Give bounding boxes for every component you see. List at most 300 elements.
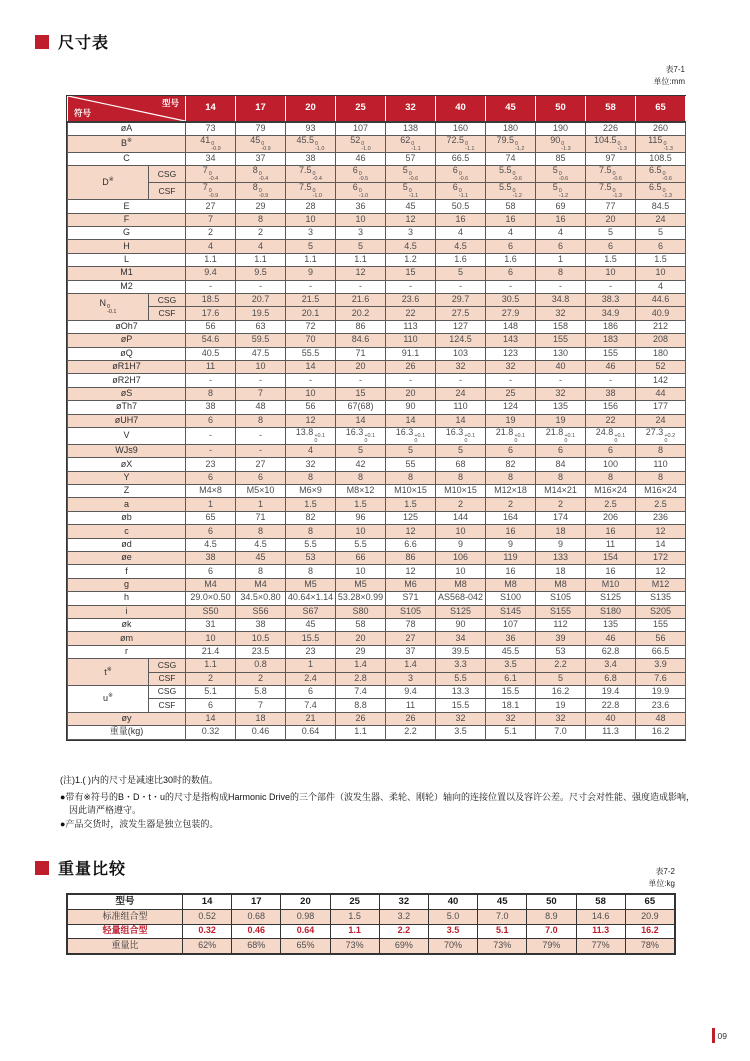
dim-cell: 50.5 [436, 200, 486, 213]
row-label: C [68, 152, 186, 165]
dim-cell: S155 [536, 605, 586, 618]
dim-cell: 124.5 [436, 334, 486, 347]
dim-cell: 1.1 [236, 253, 286, 266]
dim-cell: 14 [286, 360, 336, 373]
weight-cell: 69% [379, 939, 428, 954]
dim-cell: 15.5 [486, 685, 536, 698]
dim-cell: 21.4 [186, 645, 236, 658]
dim-cell: 206 [586, 511, 636, 524]
dim-cell: 78 [386, 619, 436, 632]
dim-cell: 27.9 [486, 307, 536, 320]
section-title-weight-comparison [35, 856, 126, 879]
dim-cell: 19 [536, 414, 586, 427]
dim-cell: 73 [186, 122, 236, 135]
dim-cell: 112 [536, 619, 586, 632]
dim-cell: 17.6 [186, 307, 236, 320]
dim-cell: 1.1 [186, 253, 236, 266]
table-row [68, 427, 686, 444]
dim-cell: 27 [386, 632, 436, 645]
row-sublabel: CSF [149, 307, 186, 320]
dim-cell: 56 [186, 320, 236, 333]
dim-cell: 2 [186, 672, 236, 685]
note-line: ●带有※符号的B・D・t・u的尺寸是指构成Harmonic Drive的三个部件（波发生器、柔轮、刚轮）轴向的连接位置以及容许公差。尺寸会对性能、强度造成影响，因此请严格遵守。 [60, 792, 696, 816]
table-row [68, 200, 686, 213]
dim-cell: 12 [636, 525, 686, 538]
row-label: øe [68, 552, 186, 565]
dim-cell: 13.8 +0.1 0 [286, 427, 336, 444]
dim-cell: - [236, 444, 286, 457]
dim-cell: 9 [436, 538, 486, 551]
tolerance: +0.1 0 [414, 432, 426, 444]
dim-cell: 32 [486, 360, 536, 373]
weight-col-header: 14 [183, 895, 232, 910]
dim-cell: 7.5 0 -0.6 [586, 166, 636, 183]
dim-cell: 100 [586, 458, 636, 471]
dim-cell: 143 [486, 334, 536, 347]
row-label: H [68, 240, 186, 253]
dim-cell: 53.28×0.99 [336, 592, 386, 605]
dim-cell: 72 [286, 320, 336, 333]
dim-cell: 6 [186, 414, 236, 427]
dim-cell: 5 [436, 267, 486, 280]
dim-cell: 1 [536, 253, 586, 266]
dim-cell: 20 [586, 213, 636, 226]
row-sublabel: CSF [149, 183, 186, 200]
dim-cell: 1.5 [586, 253, 636, 266]
table-row [68, 152, 686, 165]
row-label: øm [68, 632, 186, 645]
dim-cell: 16 [486, 525, 536, 538]
dim-cell: 6 [536, 444, 586, 457]
dim-cell: 5.5 0 -1.2 [486, 183, 536, 200]
dim-cell: 8 0 -0.9 [236, 183, 286, 200]
dim-cell: 93 [286, 122, 336, 135]
dim-cell: 8 [336, 471, 386, 484]
dim-cell: 7.5 0 -1.3 [586, 183, 636, 200]
model-col-header: 65 [636, 96, 686, 122]
dim-cell: 45.5 0 -1.0 [286, 135, 336, 152]
dim-cell: 7.5 0 -0.4 [286, 166, 336, 183]
dim-cell: 21.8 +0.1 0 [486, 427, 536, 444]
dim-cell: 4 [536, 227, 586, 240]
dim-cell: 9 [486, 538, 536, 551]
dim-cell: 5 0 -0.6 [536, 166, 586, 183]
dim-cell: 110 [386, 334, 436, 347]
dim-cell: 6 0 -0.5 [336, 166, 386, 183]
row-sublabel: CSF [149, 699, 186, 712]
tolerance: 0 -0.5 [358, 171, 369, 183]
row-label: V [68, 427, 186, 444]
row-label: øX [68, 458, 186, 471]
dim-cell: 5 0 -1.2 [536, 183, 586, 200]
dim-cell: 82 [286, 511, 336, 524]
dim-cell: 16.3 +0.1 0 [386, 427, 436, 444]
dim-cell: 48 [236, 401, 286, 414]
table-row [68, 183, 686, 200]
dim-cell: 45 [386, 200, 436, 213]
dim-cell: 2 [236, 672, 286, 685]
dim-cell: 130 [536, 347, 586, 360]
dim-cell: 6 [586, 240, 636, 253]
dim-cell: 22 [386, 307, 436, 320]
table1-meta [653, 64, 685, 87]
dim-cell: - [486, 280, 536, 293]
table-row [68, 910, 675, 925]
dim-cell: M10×15 [436, 485, 486, 498]
weight-cell: 77% [576, 939, 625, 954]
dim-cell: 16 [586, 525, 636, 538]
dim-cell: 21.5 [286, 294, 336, 307]
dim-cell: 29 [336, 645, 386, 658]
dim-cell: 8 [436, 471, 486, 484]
dim-cell: 34.5×0.80 [236, 592, 286, 605]
dim-cell: 38 [586, 387, 636, 400]
dim-cell: 4 [436, 227, 486, 240]
dim-cell: 55 [386, 458, 436, 471]
weight-col-header: 50 [527, 895, 576, 910]
weight-col-header: 17 [232, 895, 281, 910]
dim-cell: 4 [186, 240, 236, 253]
dim-cell: 16.3 +0.1 0 [336, 427, 386, 444]
dim-cell: 20 [336, 360, 386, 373]
dim-cell: 156 [586, 401, 636, 414]
row-label: f [68, 565, 186, 578]
row-label: N 0 -0.1 [68, 294, 149, 321]
dim-cell: 5.5 [286, 538, 336, 551]
footer-red-bar [712, 1028, 715, 1043]
table-row [68, 525, 686, 538]
dim-cell: 8 [586, 471, 636, 484]
dim-cell: 0.32 [186, 726, 236, 739]
model-col-header: 50 [536, 96, 586, 122]
table-row [68, 122, 686, 135]
dim-cell: 32 [436, 360, 486, 373]
dim-cell: 20.7 [236, 294, 286, 307]
dim-cell: 74 [486, 152, 536, 165]
row-label: ød [68, 538, 186, 551]
dim-cell: 5.8 [236, 685, 286, 698]
dim-cell: 7.0 [536, 726, 586, 739]
dim-cell: 2.5 [636, 498, 686, 511]
dim-cell: - [336, 374, 386, 387]
dim-cell: 79.5 0 -1.2 [486, 135, 536, 152]
row-label: Y [68, 471, 186, 484]
model-col-header: 20 [286, 96, 336, 122]
row-label: øOh7 [68, 320, 186, 333]
model-col-header: 32 [386, 96, 436, 122]
dim-cell: 38 [186, 552, 236, 565]
dim-cell: 10 [236, 360, 286, 373]
table-row [68, 605, 686, 618]
weight-col-header: 型号 [68, 895, 183, 910]
dim-cell: 86 [386, 552, 436, 565]
dim-cell: 190 [536, 122, 586, 135]
weight-cell: 1.1 [330, 924, 379, 939]
dim-cell: 6.1 [486, 672, 536, 685]
dim-cell: M12×18 [486, 485, 536, 498]
dim-cell: 3.4 [586, 659, 636, 672]
notes-block [60, 774, 695, 832]
dim-cell: 3 [336, 227, 386, 240]
dim-cell: - [186, 374, 236, 387]
dim-cell: 2 [186, 227, 236, 240]
dim-cell: 16.2 [536, 685, 586, 698]
dim-cell: 9 [536, 538, 586, 551]
tolerance: +0.2 0 [664, 432, 676, 444]
row-label: 轻量组合型 [68, 924, 183, 939]
tolerance: 0 -1.3 [617, 140, 627, 152]
dim-cell: 6 [536, 240, 586, 253]
dim-cell: M14×21 [536, 485, 586, 498]
dim-cell: 8 [636, 471, 686, 484]
dim-cell: 82 [486, 458, 536, 471]
dim-cell: 236 [636, 511, 686, 524]
dim-cell: 8 [536, 267, 586, 280]
weight-cell: 3.5 [428, 924, 477, 939]
dim-cell: 14 [636, 538, 686, 551]
dim-cell: 1.5 [636, 253, 686, 266]
dim-cell: 23.5 [236, 645, 286, 658]
dim-cell: 8 [186, 387, 236, 400]
weight-cell: 73% [478, 939, 527, 954]
tolerance: 0 -0.6 [458, 171, 469, 183]
row-label: u※ [68, 685, 149, 712]
row-label: t※ [68, 659, 149, 686]
dim-cell: S105 [536, 592, 586, 605]
dim-cell: 0.46 [236, 726, 286, 739]
dim-cell: - [586, 374, 636, 387]
dim-cell: 67(68) [336, 401, 386, 414]
dim-cell: 7.6 [636, 672, 686, 685]
dim-cell: 47.5 [236, 347, 286, 360]
row-label: 标准组合型 [68, 910, 183, 925]
dim-cell: 135 [536, 401, 586, 414]
dim-cell: 29.0×0.50 [186, 592, 236, 605]
section-title-dimensions [35, 30, 109, 53]
weight-cell: 16.2 [625, 924, 674, 939]
dim-cell: 9.4 [386, 685, 436, 698]
dim-cell: 19 [536, 699, 586, 712]
dim-cell: 6.6 [386, 538, 436, 551]
dim-cell: 164 [486, 511, 536, 524]
tolerance: 0 -1.0 [315, 140, 325, 152]
dim-cell: 40.9 [636, 307, 686, 320]
row-label: M2 [68, 280, 186, 293]
table-row [68, 645, 686, 658]
tolerance: 0 -0.6 [558, 171, 569, 183]
dim-cell: M10 [586, 578, 636, 591]
table-row [68, 511, 686, 524]
table-row [68, 578, 686, 591]
row-label: øA [68, 122, 186, 135]
row-label: øUH7 [68, 414, 186, 427]
dim-cell: 18.5 [186, 294, 236, 307]
tolerance: 0 -1.1 [411, 140, 421, 152]
dim-cell: 10 [636, 267, 686, 280]
table-row [68, 240, 686, 253]
row-label: øP [68, 334, 186, 347]
dim-cell: - [236, 280, 286, 293]
weight-cell: 0.98 [281, 910, 330, 925]
dim-cell: 14 [336, 414, 386, 427]
dim-cell: - [236, 374, 286, 387]
weight-cell: 65% [281, 939, 330, 954]
dim-cell: 3.3 [436, 659, 486, 672]
tolerance: 0 -1.0 [361, 140, 371, 152]
tolerance: 0 -1.2 [515, 140, 525, 152]
dim-cell: 6 [186, 525, 236, 538]
dim-cell: M6×9 [286, 485, 336, 498]
dim-cell: - [186, 444, 236, 457]
dim-cell: 133 [536, 552, 586, 565]
dim-cell: 155 [636, 619, 686, 632]
dim-cell: 1.5 [336, 498, 386, 511]
dim-cell: 29.7 [436, 294, 486, 307]
table-row [68, 294, 686, 307]
dim-cell: 24 [436, 387, 486, 400]
dim-cell: 24.8 +0.1 0 [586, 427, 636, 444]
table-row [68, 320, 686, 333]
dim-cell: 5 [286, 240, 336, 253]
table-row [68, 347, 686, 360]
tolerance: 0 -0.4 [208, 171, 219, 183]
dim-cell: 119 [486, 552, 536, 565]
model-col-header: 14 [186, 96, 236, 122]
dim-cell: 20 [336, 632, 386, 645]
dim-cell: 70 [286, 334, 336, 347]
section-title-text: 尺寸表 [58, 35, 110, 52]
dim-cell: 7 0 -0.9 [186, 183, 236, 200]
weight-cell: 5.1 [478, 924, 527, 939]
dim-cell: M16×24 [586, 485, 636, 498]
dim-cell: 66 [336, 552, 386, 565]
dim-cell: 8 [286, 565, 336, 578]
dim-cell: 212 [636, 320, 686, 333]
dim-cell: 4 [236, 240, 286, 253]
tolerance: +0.1 0 [614, 432, 626, 444]
dim-cell: 45 [286, 619, 336, 632]
dim-cell: S100 [486, 592, 536, 605]
dim-cell: 142 [636, 374, 686, 387]
dim-cell: 62.8 [586, 645, 636, 658]
dim-cell: 2 [436, 498, 486, 511]
weight-col-header: 32 [379, 895, 428, 910]
dim-cell: 103 [436, 347, 486, 360]
dim-cell: M5 [286, 578, 336, 591]
dim-cell: 36 [336, 200, 386, 213]
weight-cell: 11.3 [576, 924, 625, 939]
table-row [68, 685, 686, 698]
table-row [68, 374, 686, 387]
dim-cell: 6 [286, 685, 336, 698]
row-label: i [68, 605, 186, 618]
dim-cell: 5.5 0 -0.6 [486, 166, 536, 183]
tolerance: 0 -1.2 [558, 188, 569, 200]
dim-cell: 7 [236, 699, 286, 712]
dim-cell: 8 [636, 444, 686, 457]
red-square-icon [35, 861, 49, 875]
dim-cell: 3 [386, 672, 436, 685]
dim-cell: 11 [186, 360, 236, 373]
row-label: øk [68, 619, 186, 632]
dim-cell: 2.2 [386, 726, 436, 739]
row-label: F [68, 213, 186, 226]
dim-cell: 20.2 [336, 307, 386, 320]
dim-cell: S135 [636, 592, 686, 605]
tolerance: 0 -0.4 [258, 171, 269, 183]
row-label: M1 [68, 267, 186, 280]
dim-cell: 1.6 [436, 253, 486, 266]
dim-cell: - [436, 280, 486, 293]
dim-cell: 90 [386, 401, 436, 414]
dim-cell: 2.5 [586, 498, 636, 511]
weight-cell: 0.52 [183, 910, 232, 925]
row-sublabel: CSG [149, 294, 186, 307]
dim-cell: M16×24 [636, 485, 686, 498]
dim-cell: 160 [436, 122, 486, 135]
dim-cell: S125 [586, 592, 636, 605]
dim-cell: 26 [336, 712, 386, 725]
table-row [68, 213, 686, 226]
dim-cell: 23.6 [386, 294, 436, 307]
weight-cell: 2.2 [379, 924, 428, 939]
note-line: ●产品交货时，波发生器是独立包装的。 [60, 819, 219, 830]
tolerance: 0 -0.9 [258, 188, 269, 200]
dim-cell: 5.5 [436, 672, 486, 685]
dim-cell: 16 [486, 213, 536, 226]
dim-cell: 7 [186, 213, 236, 226]
dim-cell: 5 [636, 227, 686, 240]
dim-cell: 69 [536, 200, 586, 213]
table-row [68, 498, 686, 511]
row-label: øQ [68, 347, 186, 360]
dimension-table-frame [66, 95, 686, 741]
weight-col-header: 20 [281, 895, 330, 910]
dim-cell: 174 [536, 511, 586, 524]
dim-cell: 1.5 [386, 498, 436, 511]
dim-cell: 10 [436, 525, 486, 538]
table-row [68, 401, 686, 414]
dim-cell: 27.5 [436, 307, 486, 320]
dim-cell: 3 [286, 227, 336, 240]
dim-cell: S145 [486, 605, 536, 618]
row-label: øR1H7 [68, 360, 186, 373]
table-row [68, 712, 686, 725]
table-row [68, 672, 686, 685]
dim-cell: 72.5 0 -1.1 [436, 135, 486, 152]
table-row [68, 414, 686, 427]
weight-cell: 0.64 [281, 924, 330, 939]
model-col-header: 40 [436, 96, 486, 122]
dim-cell: 6.8 [586, 672, 636, 685]
row-label: øTh7 [68, 401, 186, 414]
dim-cell: 6 0 -1.0 [336, 183, 386, 200]
row-sublabel: CSG [149, 166, 186, 183]
tolerance: 0 -1.3 [663, 140, 673, 152]
dim-cell: 34 [436, 632, 486, 645]
dim-cell: - [286, 280, 336, 293]
dim-cell: 97 [586, 152, 636, 165]
dim-cell: 12 [636, 565, 686, 578]
dim-cell: 21 [286, 712, 336, 725]
dim-cell: 16 [586, 565, 636, 578]
dim-cell: M6 [386, 578, 436, 591]
dim-cell: 46 [586, 632, 636, 645]
dim-cell: S50 [186, 605, 236, 618]
dim-cell: 10 [286, 387, 336, 400]
table-row [68, 726, 686, 739]
dim-cell: 180 [636, 347, 686, 360]
